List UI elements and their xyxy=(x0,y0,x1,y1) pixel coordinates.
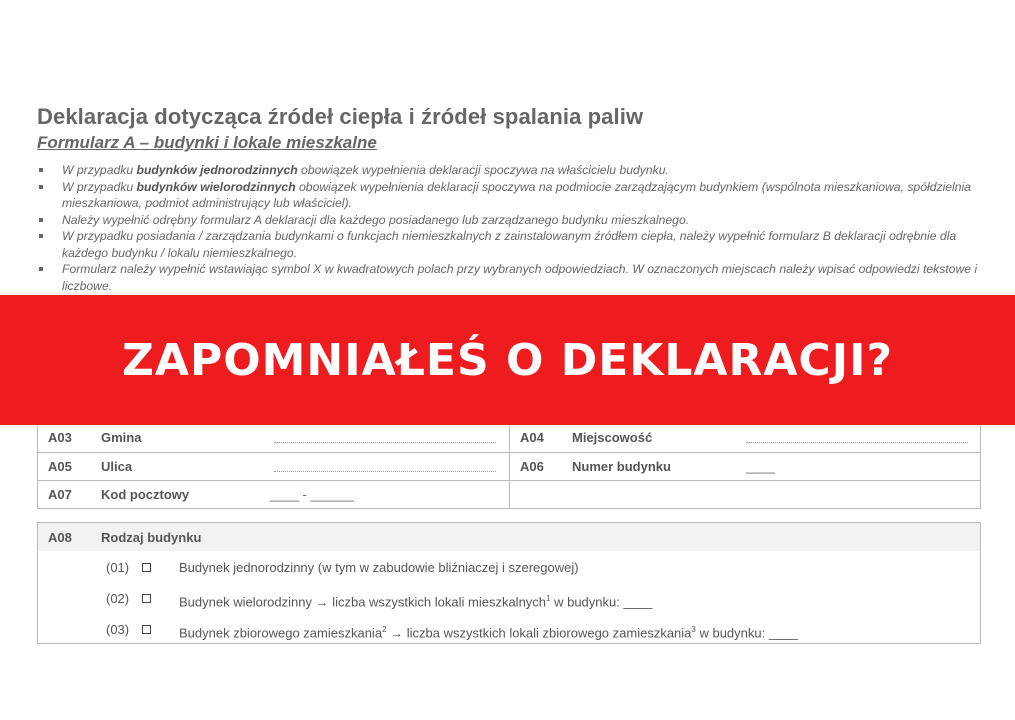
divider xyxy=(509,481,510,509)
field-code: A08 xyxy=(48,530,72,545)
divider xyxy=(509,453,510,481)
field-label-miejscowosc: Miejscowość xyxy=(572,430,653,445)
bullet-icon xyxy=(39,168,43,172)
field-code: A07 xyxy=(48,487,72,502)
option-text: w budynku: ____ xyxy=(695,625,798,641)
instruction-text: obowiązek wypełnienia deklaracji spoczywa na podmiocie zarządzającym budynkiem (wspólnota mieszkaniowa, spółdzielnia mieszkaniowa, podmiot administrujący lub właściciel). xyxy=(62,179,972,210)
instruction-item xyxy=(37,162,987,179)
building-type-option[interactable] xyxy=(38,618,980,642)
bullet-icon xyxy=(39,185,43,189)
bullet-icon xyxy=(39,234,43,238)
footnote-ref: 1 xyxy=(546,594,551,603)
kod-pocztowy-input[interactable]: ____ - ______ xyxy=(270,487,354,502)
instruction-text: W przypadku xyxy=(62,163,137,177)
field-label-numer-budynku: Numer budynku xyxy=(572,459,671,474)
field-code: A05 xyxy=(48,459,72,474)
option-label: Budynek jednorodzinny (w tym w zabudowie bliźniaczej i szeregowej) xyxy=(179,560,579,575)
footnote-ref: 3 xyxy=(691,625,696,634)
numer-budynku-input[interactable]: ____ xyxy=(746,459,775,474)
instruction-text: W przypadku posiadania / zarządzania budynkami o funkcjach niemieszkalnych z zainstalowanym źródłem ciepła, należy wypełnić formularz B deklaracji odrębnie dla każdego budynku / lokalu niemieszkalnego. xyxy=(62,229,957,260)
option-text: w budynku: ____ xyxy=(550,594,653,610)
instruction-text: Należy wypełnić odrębny formularz A deklaracji dla każdego posiadanego lub zarządzanego budynku mieszkalnego. xyxy=(62,212,690,227)
option-code: (01) xyxy=(106,560,130,575)
ulica-input[interactable] xyxy=(274,444,496,472)
building-type-header xyxy=(38,523,980,551)
building-type-option[interactable] xyxy=(38,556,980,580)
divider xyxy=(509,424,510,452)
checkbox-icon[interactable] xyxy=(142,625,151,634)
option-text: → liczba wszystkich lokali zbiorowego zamieszkania xyxy=(386,625,692,641)
option-label xyxy=(179,587,652,614)
field-label-ulica: Ulica xyxy=(101,459,133,474)
instruction-item xyxy=(37,179,987,212)
option-code: (03) xyxy=(106,622,130,637)
field-label-kod-pocztowy: Kod pocztowy xyxy=(101,487,190,502)
field-label-rodzaj-budynku: Rodzaj budynku xyxy=(101,530,202,545)
field-code: A04 xyxy=(520,430,544,445)
address-table xyxy=(37,423,981,509)
option-label xyxy=(179,618,798,645)
field-code: A03 xyxy=(48,430,72,445)
reminder-banner xyxy=(0,295,1015,425)
instruction-text: Formularz należy wypełnić wstawiając symbol X w kwadratowych polach przy wybranych odpowiedziach. W oznaczonych miejscach należy wpisać odpowiedzi tekstowe i liczbowe. xyxy=(62,262,978,293)
checkbox-icon[interactable] xyxy=(142,594,151,603)
form-title: Deklaracja dotycząca źródeł ciepła i źródeł spalania paliw xyxy=(37,104,644,129)
instruction-text: W przypadku xyxy=(62,179,137,194)
option-code: (02) xyxy=(106,591,130,606)
instruction-text: obowiązek wypełnienia deklaracji spoczywa na właścicielu budynku. xyxy=(297,163,669,177)
instructions-list xyxy=(37,162,987,294)
banner-headline: ZAPOMNIAŁEŚ O DEKLARACJI? xyxy=(122,334,893,386)
option-text: Budynek zbiorowego zamieszkania xyxy=(179,625,383,641)
instruction-emphasis: budynków jednorodzinnych xyxy=(136,163,298,177)
bullet-icon xyxy=(39,267,43,271)
footnote-ref: 2 xyxy=(382,625,387,634)
field-label-gmina: Gmina xyxy=(101,430,142,445)
form-subtitle: Formularz A – budynki i lokale mieszkalne xyxy=(37,133,377,152)
address-row xyxy=(38,480,980,509)
instruction-emphasis: budynków wielorodzinnych xyxy=(136,179,296,194)
address-row xyxy=(38,424,980,452)
bullet-icon xyxy=(39,218,43,222)
instruction-item xyxy=(37,261,987,294)
field-code: A06 xyxy=(520,459,544,474)
address-row xyxy=(38,452,980,481)
building-type-table xyxy=(37,522,981,644)
option-text: Budynek wielorodzinny → liczba wszystkich lokali mieszkalnych xyxy=(179,594,547,610)
building-type-option[interactable] xyxy=(38,587,980,611)
instruction-item xyxy=(37,228,987,261)
checkbox-icon[interactable] xyxy=(142,563,151,572)
instruction-item xyxy=(37,212,987,229)
